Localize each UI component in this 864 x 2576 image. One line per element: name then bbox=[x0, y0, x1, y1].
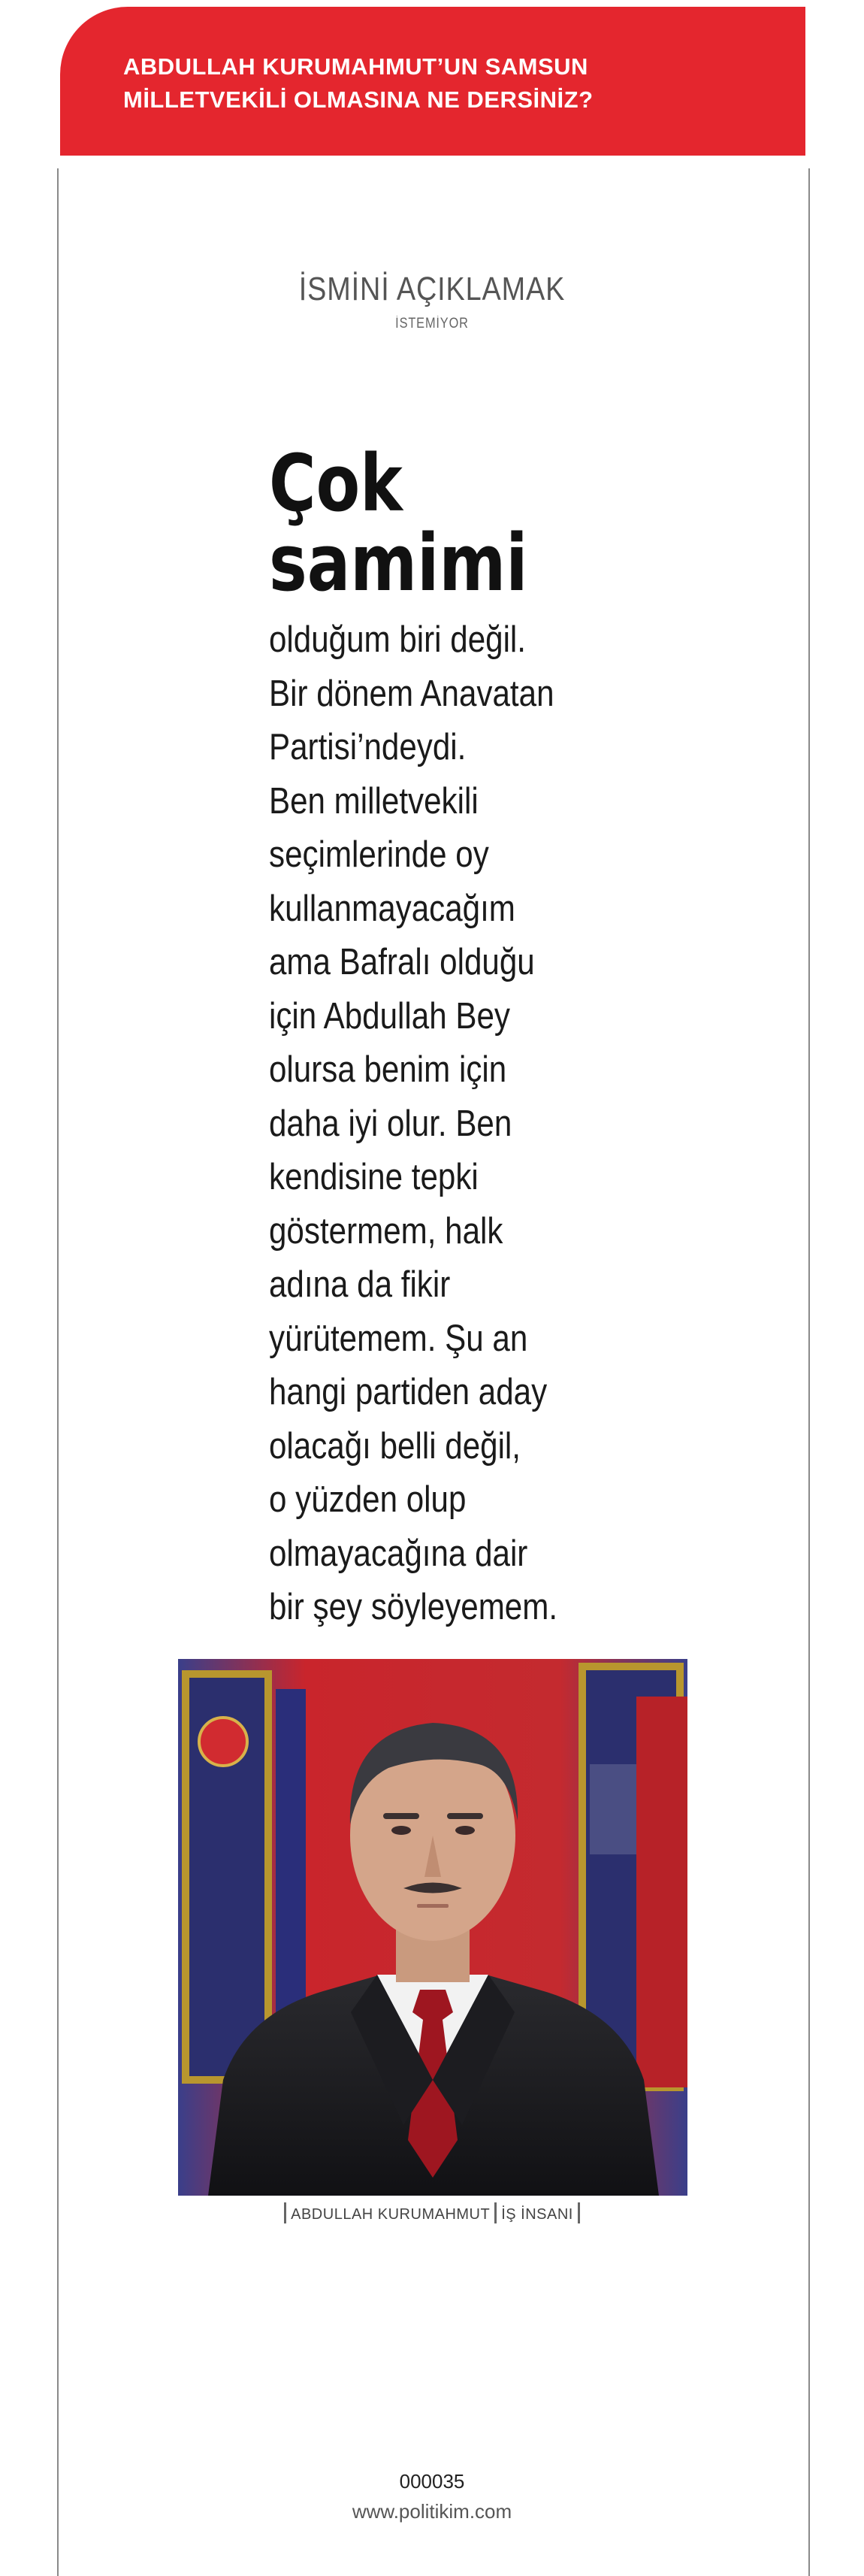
site-url: www.politikim.com bbox=[352, 2500, 512, 2523]
body-line: olmayacağına dair bbox=[269, 1533, 528, 1574]
body-line: göstermem, halk bbox=[269, 1210, 503, 1252]
caption-role: İŞ İNSANI bbox=[501, 2206, 573, 2223]
body-line: için Abdullah Bey bbox=[269, 995, 510, 1037]
body-line: adına da fikir bbox=[269, 1264, 451, 1305]
speaker-name: İSMİNİ AÇIKLAMAK bbox=[298, 271, 566, 307]
body-line: Partisi’ndeydi. bbox=[269, 727, 467, 767]
photo-caption bbox=[0, 2202, 864, 2223]
lead-line-2: samimi bbox=[269, 517, 528, 609]
body-line: olursa benim için bbox=[269, 1049, 507, 1090]
page-number: 000035 bbox=[399, 2470, 465, 2493]
question-header bbox=[60, 7, 805, 156]
body-line: kendisine tepki bbox=[269, 1157, 479, 1197]
body-line: olacağı belli değil, bbox=[269, 1425, 521, 1467]
body-line: Bir dönem Anavatan bbox=[269, 673, 554, 714]
body-line: bir şey söyleyemem. bbox=[269, 1587, 558, 1627]
body-line: yürütemem. Şu an bbox=[269, 1318, 528, 1359]
body-line: ama Bafralı olduğu bbox=[269, 942, 535, 982]
question-line-2: MİLLETVEKİLİ OLMASINA NE DERSİNİZ? bbox=[123, 86, 594, 113]
answer-body bbox=[269, 613, 605, 1635]
body-line: Ben milletvekili bbox=[269, 780, 479, 822]
body-line: hangi partiden aday bbox=[269, 1372, 548, 1412]
caption-divider bbox=[284, 2202, 286, 2223]
caption-name: ABDULLAH KURUMAHMUT bbox=[291, 2206, 491, 2223]
body-line: daha iyi olur. Ben bbox=[269, 1103, 512, 1144]
body-line: olduğum biri değil. bbox=[269, 619, 526, 660]
caption-divider bbox=[494, 2202, 497, 2223]
caption-divider bbox=[578, 2202, 580, 2223]
question-line-1: ABDULLAH KURUMAHMUT’UN SAMSUN bbox=[123, 53, 588, 80]
speaker-subtitle: İSTEMİYOR bbox=[395, 316, 469, 331]
portrait-photo bbox=[178, 1659, 687, 2196]
body-line: kullanmayacağım bbox=[269, 888, 515, 929]
lead-line-1: Çok bbox=[269, 437, 403, 529]
body-line: seçimlerinde oy bbox=[269, 834, 489, 875]
answer-lead bbox=[269, 437, 528, 609]
body-line: o yüzden olup bbox=[269, 1479, 467, 1520]
